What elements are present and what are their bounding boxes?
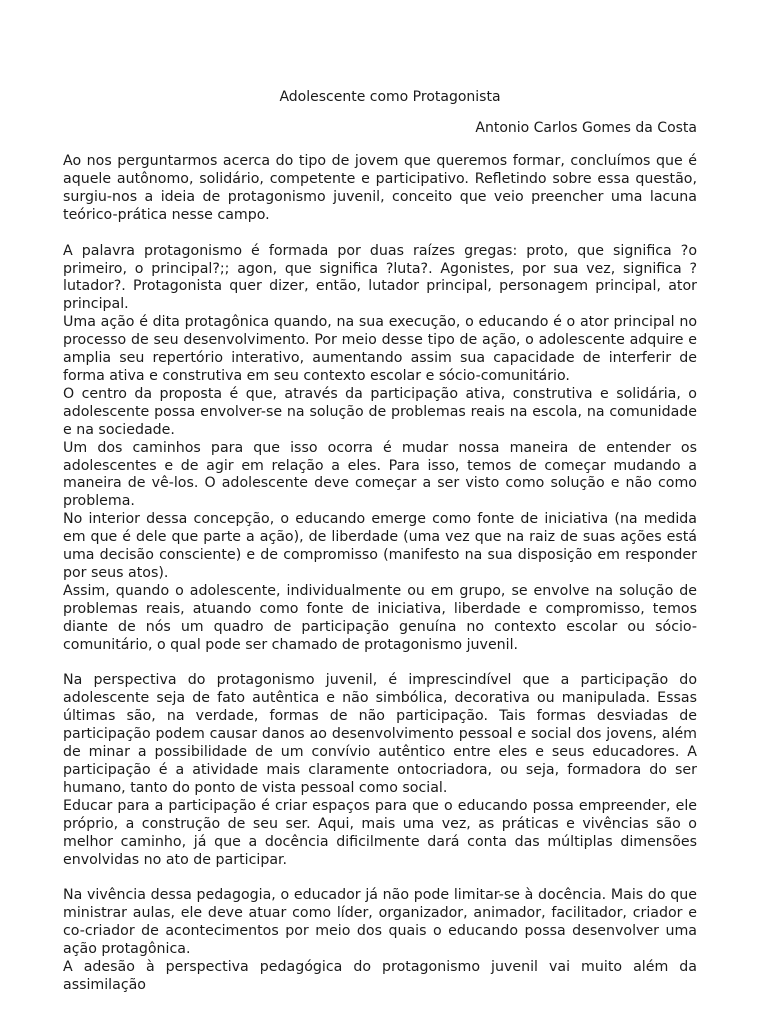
paragraph: Uma ação é dita protagônica quando, na sua execução, o educando é o ator principal no processo de seu desenvolvimento. Por meio desse tipo de ação, o adolescente adquire e amplia seu repertório interativo, aumentando assim sua capacidade de interferir de forma ativa e construtiva em seu contexto escolar e sócio-comunitário. — [63, 314, 697, 384]
paragraph: Um dos caminhos para que isso ocorra é mudar nossa maneira de entender os adolescentes e de agir em relação a eles. Para isso, temos de começar mudando a maneira de vê-los. O adolescente deve começar a ser visto como solução e não como problema. — [63, 439, 697, 510]
paragraph: Ao nos perguntarmos acerca do tipo de jovem que queremos formar, concluímos que é aquele autônomo, solidário, competente e participativo. Refletindo sobre essa questão, surgiu-nos a ideia de protagonismo juvenil, conceito que veio preencher uma lacuna teórico-prática nesse campo. — [63, 153, 697, 223]
paragraph: Na vivência dessa pedagogia, o educador já não pode limitar-se à docência. Mais do que ministrar aulas, ele deve atuar como líder, organizador, animador, facilitador, criador e co-criador de acontecimentos por meio dos quais o educando possa desenvolver uma ação protagônica. — [63, 887, 697, 958]
paragraph-spacer — [63, 869, 697, 887]
paragraph: Assim, quando o adolescente, individualmente ou em grupo, se envolve na solução de problemas reais, atuando como fonte de iniciativa, liberdade e compromisso, temos diante de nós um quadro de participação genuína no contexto escolar ou sócio-comunitário, o qual pode ser chamado de protagonismo juvenil. — [63, 582, 697, 653]
document-title: Adolescente como Protagonista — [279, 89, 501, 105]
document-author: Antonio Carlos Gomes da Costa — [475, 120, 697, 136]
paragraph: No interior dessa concepção, o educando emerge como fonte de iniciativa (na medida em que é dele que parte a ação), de liberdade (uma vez que na raiz de suas ações está uma decisão consciente) e de compromisso (manifesto na sua disposição em responder por seus atos). — [63, 511, 697, 581]
paragraph: O centro da proposta é que, através da participação ativa, construtiva e solidária, o adolescente possa envolver-se na solução de problemas reais na escola, na comunidade e na sociedade. — [63, 385, 697, 438]
paragraph: Na perspectiva do protagonismo juvenil, é imprescindível que a participação do adolescente seja de fato autêntica e não simbólica, decorativa ou manipulada. Essas últimas são, na verdade, formas de não participação. Tais formas desviadas de participação podem causar danos ao desenvolvimento pessoal e social dos jovens, além de minar a possibilidade de um convívio autêntico entre eles e seus educadores. A participação é a atividade mais claramente ontocriadora, ou seja, formadora do ser humano, tanto do ponto de vista pessoal como social. — [63, 672, 697, 796]
paragraph: A adesão à perspectiva pedagógica do protagonismo juvenil vai muito além da assimilação — [63, 959, 697, 993]
paragraph-spacer — [63, 225, 697, 243]
paragraph: A palavra protagonismo é formada por duas raízes gregas: proto, que significa ?o primeiro, o principal?;; agon, que significa ?luta?. Agonistes, por sua vez, significa ?lutador?. Protagonista quer dizer, então, lutador principal, personagem principal, ator principal. — [63, 242, 697, 313]
paragraph: Educar para a participação é criar espaços para que o educando possa empreender, ele próprio, a construção de seu ser. Aqui, mais uma vez, as práticas e vivências são o melhor caminho, já que a docência dificilmente dará conta das múltiplas dimensões envolvidas no ato de participar. — [63, 797, 697, 868]
paragraph-spacer — [63, 654, 697, 672]
document-page — [63, 88, 697, 995]
